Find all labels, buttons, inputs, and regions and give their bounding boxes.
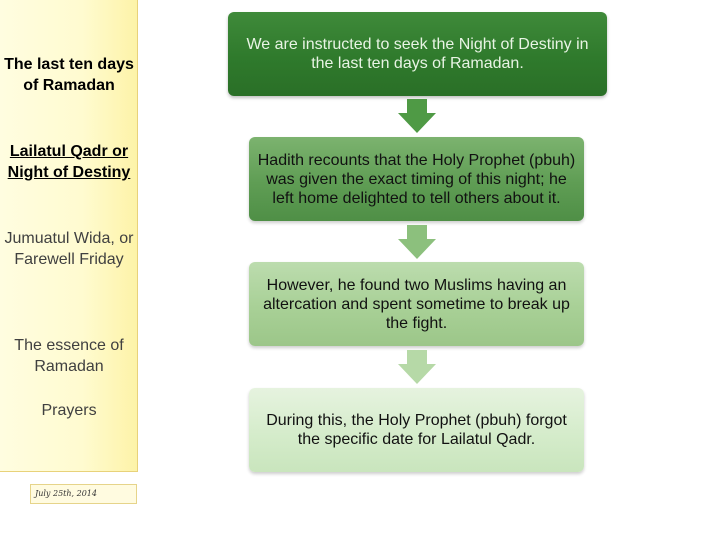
down-arrow-icon (398, 99, 436, 133)
nav-item-last-ten-days[interactable] (4, 54, 134, 96)
flow-step-text: However, he found two Muslims having an altercation and spent sometime to break up the fight. (263, 276, 570, 332)
arrow-shape (398, 350, 436, 384)
nav-item-label: Lailatul Qadr or Night of Destiny (7, 143, 131, 181)
flow-step-3 (249, 262, 584, 346)
nav-item-label: The last ten days of Ramadan (4, 56, 134, 94)
flow-step-text: We are instructed to seek the Night of Destiny in the last ten days of Ramadan. (246, 36, 589, 72)
arrow-shape (398, 225, 436, 259)
date-footer (30, 484, 137, 504)
down-arrow-icon (398, 350, 436, 384)
flow-step-text: Hadith recounts that the Holy Prophet (pbuh) was given the exact timing of this night; he left home delighted to tell others about it. (257, 151, 576, 207)
nav-item-label: Jumuatul Wida, or Farewell Friday (4, 230, 134, 268)
nav-item-prayers[interactable] (4, 400, 134, 421)
nav-item-label: Prayers (41, 402, 97, 419)
nav-item-label: The essence of Ramadan (14, 337, 124, 375)
date-text: July 25th, 2014 (35, 489, 97, 498)
arrow-shape (398, 99, 436, 133)
flow-step-2 (249, 137, 584, 221)
nav-item-jumuatul-wida[interactable] (4, 228, 134, 270)
down-arrow-icon (398, 225, 436, 259)
flow-step-text: During this, the Holy Prophet (pbuh) forgot the specific date for Lailatul Qadr. (266, 412, 567, 448)
flow-step-1 (228, 12, 607, 96)
sidebar-nav (0, 0, 138, 472)
flow-step-4 (249, 388, 584, 472)
nav-item-essence-of-ramadan[interactable] (4, 335, 134, 377)
nav-item-lailatul-qadr[interactable] (4, 141, 134, 183)
